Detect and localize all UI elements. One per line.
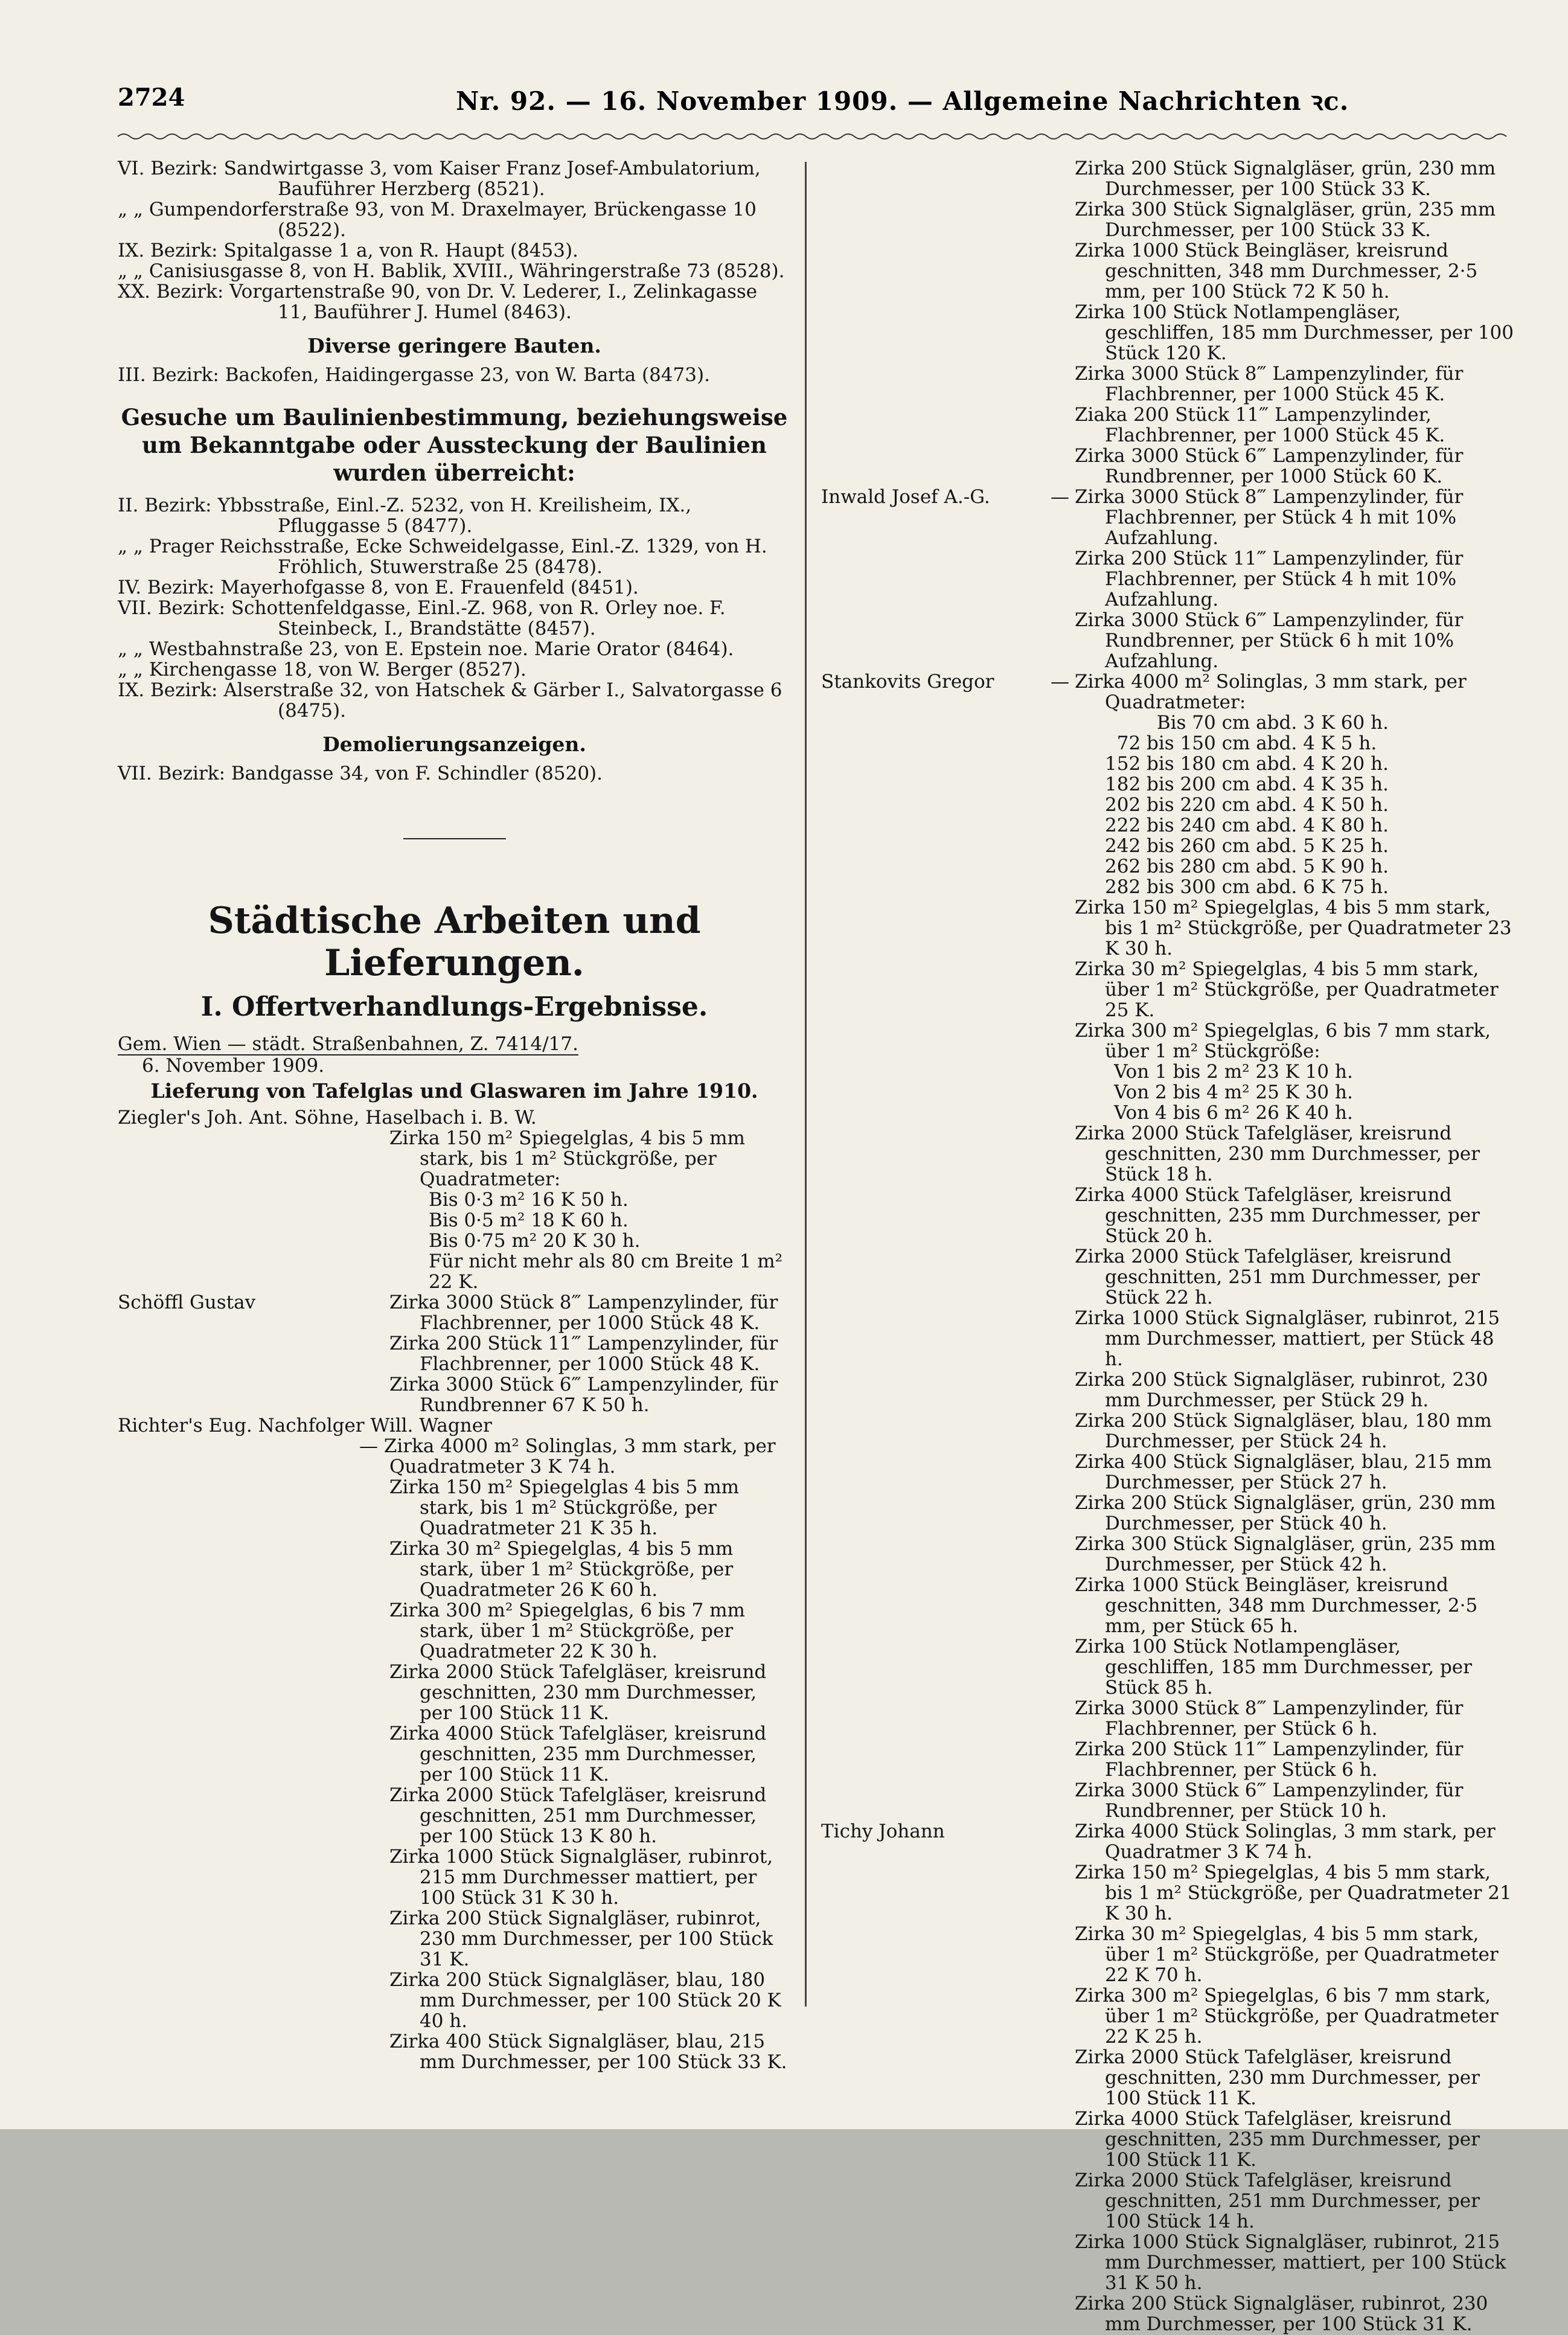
- list-item: Zirka 3000 Stück 8‴ Lampenzylinder, für Flachbrenner, per 1000 Stück 48 K.: [389, 1292, 778, 1334]
- bidder-richter: [118, 1436, 791, 2072]
- list-item: Zirka 200 Stück 11‴ Lampenzylinder, für Flachbrenner, per Stück 4 h mit 10% Aufzahlung.: [1075, 548, 1464, 610]
- list-item: Zirka 200 Stück Signalgläser, rubinrot, 230 mm Durchmesser, per Stück 29 h.: [1075, 1369, 1488, 1411]
- page-number: 2724: [118, 83, 185, 112]
- price-line: Von 2 bis 4 m² 25 K 30 h.: [1114, 1081, 1353, 1103]
- list-item: Zirka 3000 Stück 8‴ Lampenzylinder, für Flachbrenner, per Stück 4 h mit 10% Aufzahlung.: [1075, 486, 1464, 549]
- diverse-entry: III. Bezirk: Backofen, Haidingergasse 23, von W. Barta (8473).: [118, 364, 710, 386]
- table-row: 282 bis 300 cm abd. 6 K 75 h.: [1105, 876, 1389, 898]
- list-item: Zirka 30 m² Spiegelglas, 4 bis 5 mm stark, über 1 m² Stückgröße, per Quadratmeter 26 K 60 h.: [389, 1538, 734, 1601]
- price-line: Bis 0·5 m² 18 K 60 h.: [429, 1209, 629, 1231]
- page-header: [118, 83, 1512, 120]
- wavy-header-rule: [118, 132, 1512, 141]
- price-line: Von 1 bis 2 m² 23 K 10 h.: [1114, 1061, 1353, 1083]
- gesuche-entry: VII. Bezirk: Schottenfeldgasse, Einl.-Z. 968, von R. Orley noe. F. Steinbeck, I., Brandstätte (8457).: [118, 597, 726, 639]
- bau-entries: [118, 158, 791, 322]
- list-item: Zirka 100 Stück Notlampengläser, geschliffen, 185 mm Durchmesser, per 100 Stück 120 K.: [1075, 301, 1514, 364]
- gesuche-entry: IX. Bezirk: Alserstraße 32, von Hatschek & Gärber I., Salvatorgasse 6 (8475).: [118, 679, 782, 722]
- gesuche-entry: II. Bezirk: Ybbsstraße, Einl.-Z. 5232, von H. Kreilisheim, IX., Pfluggasse 5 (8477).: [118, 495, 692, 537]
- section-title: Städtische Arbeiten und Lieferungen.: [208, 900, 701, 984]
- bau-entry: IX. Bezirk: Spitalgasse 1 a, von R. Haupt (8453).: [118, 240, 578, 261]
- bau-entry: „ „ Gumpendorferstraße 93, von M. Draxelmayer, Brückengasse 10 (8522).: [118, 199, 757, 241]
- table-row: 262 bis 280 cm abd. 5 K 90 h.: [1105, 856, 1389, 877]
- bidder-schoeffl: [118, 1292, 791, 1415]
- list-item: Zirka 4000 Stück Tafelgläser, kreisrund geschnitten, 235 mm Durchmesser, per 100 Stück 11 K.: [1075, 2108, 1480, 2171]
- section-subtitle: I. Offertverhandlungs-Ergebnisse.: [200, 991, 708, 1022]
- table-row: Bis 70 cm abd. 3 K 60 h.: [1156, 712, 1389, 734]
- list-item: Zirka 3000 Stück 6‴ Lampenzylinder, für Rundbrenner 67 K 50 h.: [389, 1374, 778, 1416]
- left-column: [118, 158, 791, 2072]
- table-row: 72 bis 150 cm abd. 4 K 5 h.: [1116, 732, 1377, 754]
- bidder-ziegler-name: Ziegler's Joh. Ant. Söhne, Haselbach i. B. W.: [118, 1107, 537, 1129]
- bidder-name: Stankovits Gregor: [821, 671, 994, 693]
- list-item: Zirka 300 m² Spiegelglas, 6 bis 7 mm stark, über 1 m² Stückgröße:: [1075, 1020, 1491, 1062]
- bau-entry: XX. Bezirk: Vorgartenstraße 90, von Dr. V. Lederer, I., Zelinkagasse 11, Bauführer J. Humel (8463).: [118, 281, 758, 323]
- right-column: [821, 158, 1515, 2334]
- list-item: Zirka 1000 Stück Signalgläser, rubinrot, 215 mm Durchmesser, mattiert, per Stück 48 h.: [1075, 1307, 1500, 1370]
- price-line: Bis 0·3 m² 16 K 50 h.: [429, 1189, 629, 1211]
- list-item: Zirka 3000 Stück 6‴ Lampenzylinder, für Rundbrenner, per Stück 10 h.: [1075, 1779, 1464, 1822]
- list-item: Zirka 300 m² Spiegelglas, 6 bis 7 mm stark, über 1 m² Stückgröße, per Quadratmeter 22 K 30 h.: [389, 1600, 745, 1662]
- gesuche-entry: IV. Bezirk: Mayerhofgasse 8, von E. Frauenfeld (8451).: [118, 577, 639, 598]
- list-item: Zirka 2000 Stück Tafelgläser, kreisrund geschnitten, 251 mm Durchmesser, per 100 Stück 13 K 80 h.: [389, 1784, 767, 1847]
- table-row: 242 bis 260 cm abd. 5 K 25 h.: [1105, 835, 1389, 857]
- bidder-stankovits: Stankovits Gregor — Zirka 4000 m² Solinglas, 3 mm stark, per Quadratmeter: Bis 70 cm abd. 3 K 60 h. 72 bis 150 cm abd. 4 K 5 h. 152 bis 180 cm abd. 4 K 20 h. 182 bis 200 cm abd. 4 K 35 h. 202 bis 220 cm abd. 4 K 50 h. 222 bis 240 cm abd. 4 K 80 h. 242 bis 260 cm abd. 5 K 25 h. 262 bis 280 cm abd. 5 K 90 h. 282 bis 300 cm abd. 6 K 75 h. Zirka 150 m² Spiegelglas, 4 bis 5 mm stark, bis 1 m² Stückgröße, per Quadratmeter 23 K 30 h. Zirka 30 m² Spiegelglas, 4 bis 5 mm stark, über 1 m² Stückgröße, per Quadratmeter 25 K. Zirka 300 m² Spiegelglas, 6 bis 7 mm stark, über 1 m² Stückgröße: Von 1 bis 2 m² 23 K 10 h. Von 2 bis 4 m² 25 K 30 h. Von 4 bis 6 m² 26 K 40 h. Zirka 2000 Stück Tafelgläser, kreisrund geschnitten, 230 mm Durchmesser, per Stück 18 h. Zirka 4000 Stück Tafelgläser, kreisrund geschnitten, 235 mm Durchmesser, per Stück 20 h. Zirka 2000 Stück Tafelgläser, kreisrund geschnitten, 251 mm Durchmesser, per Stück 22 h. Zirka 1000 Stück Signalgläser, rubinrot, 215 mm Durchmesser, mattiert, per Stück 48 h. Zirka 200 Stück Signalgläser, rubinrot, 230 mm Durchmesser, per Stück 29 h. Zirka 200 Stück Signalgläser, blau, 180 mm Durchmesser, per Stück 24 h. Zirka 400 Stück Signalgläser, blau, 215 mm Durchmesser, per Stück 27 h. Zirka 200 Stück Signalgläser, grün, 230 mm Durchmesser, per Stück 40 h. Zirka 300 Stück Signalgläser, grün, 235 mm Durchmesser, per Stück 42 h. Zirka 1000 Stück Beingläser, kreisrund geschnitten, 348 mm Durchmesser, 2·5 mm, per Stück 65 h. Zirka 100 Stück Notlampengläser, geschliffen, 185 mm Durchmesser, per Stück 85 h. Zirka 3000 Stück 8‴ Lampenzylinder, für Flachbrenner, per Stück 6 h. Zirka 200 Stück 11‴ Lampenzylinder, für Flachbrenner, per Stück 6 h. Zirka 3000 Stück 6‴ Lampenzylinder, für Rundbrenner, per Stück 10 h.: [821, 671, 1515, 1821]
- bau-entry: „ „ Canisiusgasse 8, von H. Bablik, XVIII., Währingerstraße 73 (8528).: [118, 260, 785, 282]
- column-divider: [805, 162, 807, 2007]
- bidder-name: Tichy Johann: [821, 1821, 945, 1842]
- bidder-name: Inwald Josef A.-G.: [821, 486, 990, 508]
- list-item: Zirka 200 Stück Signalgläser, blau, 180 mm Durchmesser, per Stück 24 h.: [1075, 1410, 1492, 1452]
- list-item: Zirka 2000 Stück Tafelgläser, kreisrund geschnitten, 251 mm Durchmesser, per Stück 22 h.: [1075, 1246, 1480, 1308]
- bau-entry: VI. Bezirk: Sandwirtgasse 3, vom Kaiser Franz Josef-Ambulatorium, Bauführer Herzberg (8521).: [118, 158, 761, 200]
- bidder-ziegler: [118, 1128, 791, 1292]
- list-item: Zirka 3000 Stück 8‴ Lampenzylinder, für Flachbrenner, per Stück 6 h.: [1075, 1697, 1464, 1740]
- list-item: Zirka 2000 Stück Tafelgläser, kreisrund geschnitten, 251 mm Durchmesser, per 100 Stück 14 h.: [1075, 2170, 1480, 2232]
- list-item: Zirka 400 Stück Signalgläser, blau, 215 mm Durchmesser, per 100 Stück 33 K.: [389, 2031, 787, 2073]
- list-item: Zirka 300 Stück Signalgläser, grün, 235 mm Durchmesser, per 100 Stück 33 K.: [1075, 199, 1496, 241]
- list-item: Zirka 1000 Stück Beingläser, kreisrund geschnitten, 348 mm Durchmesser, 2·5 mm, per 100 Stück 72 K 50 h.: [1075, 240, 1478, 303]
- list-item: — Zirka 4000 m² Solinglas, 3 mm stark, per Quadratmeter 3 K 74 h.: [359, 1435, 776, 1478]
- list-item: Zirka 4000 Stück Solinglas, 3 mm stark, per Quadratmer 3 K 74 h.: [1075, 1821, 1496, 1863]
- list-item: Zirka 200 Stück 11‴ Lampenzylinder, für Flachbrenner, per Stück 6 h.: [1075, 1738, 1464, 1781]
- price-table: [1105, 713, 1395, 897]
- lieferung-heading: Lieferung von Tafelglas und Glaswaren im Jahre 1910.: [150, 1079, 758, 1103]
- list-item: Zirka 200 Stück Signalgläser, blau, 180 mm Durchmesser, per 100 Stück 20 K 40 h.: [389, 1969, 781, 2032]
- issue-title: Nr. 92. — 16. November 1909. — Allgemeine Nachrichten ꝛc.: [456, 86, 1349, 116]
- list-item: Zirka 3000 Stück 8‴ Lampenzylinder, für Flachbrenner, per 1000 Stück 45 K.: [1075, 363, 1464, 405]
- list-item: Zirka 2000 Stück Tafelgläser, kreisrund geschnitten, 230 mm Durchmesser, per 100 Stück 11 K.: [389, 1661, 767, 1724]
- list-item: Zirka 3000 Stück 6‴ Lampenzylinder, für Rundbrenner, per Stück 6 h mit 10% Aufzahlung.: [1075, 609, 1464, 672]
- gesuche-heading: Gesuche um Baulinienbestimmung, beziehungsweise um Bekanntgabe oder Aussteckung der Baulinien wurden überreicht:: [121, 404, 788, 486]
- list-item: Zirka 150 m² Spiegelglas 4 bis 5 mm stark, bis 1 m² Stückgröße, per Quadratmeter 21 K 35 h.: [389, 1476, 740, 1539]
- list-item: Zirka 200 Stück 11‴ Lampenzylinder, für Flachbrenner, per 1000 Stück 48 K.: [389, 1333, 778, 1375]
- gesuche-entry: „ „ Kirchengasse 18, von W. Berger (8527).: [118, 659, 526, 681]
- diverse-heading: Diverse geringere Bauten.: [307, 334, 601, 357]
- list-item: Zirka 4000 Stück Tafelgläser, kreisrund geschnitten, 235 mm Durchmesser, per 100 Stück 11 K.: [389, 1723, 767, 1786]
- gesuche-entry: „ „ Prager Reichsstraße, Ecke Schweidelgasse, Einl.-Z. 1329, von H. Fröhlich, Stuwerstraße 25 (8478).: [118, 536, 767, 578]
- list-item: Zirka 200 Stück Signalgläser, rubinrot, 230 mm Durchmesser, per 100 Stück 31 K.: [1075, 2293, 1488, 2335]
- list-item: Zirka 4000 m² Solinglas, 3 mm stark, per Quadratmeter:: [1075, 671, 1467, 713]
- price-line: Für nicht mehr als 80 cm Breite 1 m² 22 K.: [429, 1251, 783, 1293]
- demolierung-entry: VII. Bezirk: Bandgasse 34, von F. Schindler (8520).: [118, 763, 603, 784]
- list-item: Zirka 2000 Stück Tafelgläser, kreisrund geschnitten, 230 mm Durchmesser, per 100 Stück 11 K.: [1075, 2046, 1480, 2109]
- price-line: Von 4 bis 6 m² 26 K 40 h.: [1114, 1102, 1353, 1124]
- list-item: Zirka 200 Stück Signalgläser, grün, 230 mm Durchmesser, per Stück 40 h.: [1075, 1492, 1496, 1534]
- list-item: Zirka 30 m² Spiegelglas, 4 bis 5 mm stark, über 1 m² Stückgröße, per Quadratmeter 22 K 70 h.: [1075, 1923, 1499, 1986]
- gesuche-entry: „ „ Westbahnstraße 23, von E. Epstein noe. Marie Orator (8464).: [118, 638, 734, 660]
- list-item: Zirka 100 Stück Notlampengläser, geschliffen, 185 mm Durchmesser, per Stück 85 h.: [1075, 1636, 1472, 1699]
- list-item: Zirka 400 Stück Signalgläser, blau, 215 mm Durchmesser, per Stück 27 h.: [1075, 1451, 1492, 1493]
- list-item: Zirka 4000 Stück Tafelgläser, kreisrund geschnitten, 235 mm Durchmesser, per Stück 20 h.: [1075, 1184, 1480, 1247]
- section-divider: [403, 838, 506, 839]
- table-row: 202 bis 220 cm abd. 4 K 50 h.: [1105, 794, 1389, 816]
- bidder-inwald: Inwald Josef A.-G. — Zirka 3000 Stück 8‴ Lampenzylinder, für Flachbrenner, per Stück 4 h mit 10% Aufzahlung. Zirka 200 Stück 11‴ Lampenzylinder, für Flachbrenner, per Stück 4 h mit 10% Aufzahlung. Zirka 3000 Stück 6‴ Lampenzylinder, für Rundbrenner, per Stück 6 h mit 10% Aufzahlung.: [821, 487, 1515, 671]
- table-row: 182 bis 200 cm abd. 4 K 35 h.: [1105, 774, 1389, 795]
- bidder-richter-name: Richter's Eug. Nachfolger Will. Wagner: [118, 1415, 492, 1437]
- gem-line: Gem. Wien — städt. Straßenbahnen, Z. 7414/17.: [118, 1033, 578, 1055]
- table-row: 222 bis 240 cm abd. 4 K 80 h.: [1105, 815, 1389, 836]
- list-item: Zirka 1000 Stück Signalgläser, rubinrot, 215 mm Durchmesser mattiert, per 100 Stück 31 K 30 h.: [389, 1846, 773, 1909]
- list-item: Zirka 30 m² Spiegelglas, 4 bis 5 mm stark, über 1 m² Stückgröße, per Quadratmeter 25 K.: [1075, 958, 1499, 1021]
- list-item: Zirka 3000 Stück 6‴ Lampenzylinder, für Rundbrenner, per 1000 Stück 60 K.: [1075, 445, 1464, 487]
- bidder-tichy: [821, 1821, 1515, 2334]
- price-line: Bis 0·75 m² 20 K 30 h.: [429, 1230, 641, 1252]
- date-line: 6. November 1909.: [142, 1055, 325, 1077]
- list-item: Zirka 200 Stück Signalgläser, rubinrot, 230 mm Durchmesser, per 100 Stück 31 K.: [389, 1907, 773, 1970]
- continued-items: [821, 158, 1515, 487]
- demolierung-heading: Demolierungsanzeigen.: [322, 732, 586, 756]
- list-item: Zirka 1000 Stück Beingläser, kreisrund geschnitten, 348 mm Durchmesser, 2·5 mm, per Stück 65 h.: [1075, 1574, 1478, 1637]
- list-item: Zirka 300 Stück Signalgläser, grün, 235 mm Durchmesser, per Stück 42 h.: [1075, 1533, 1496, 1575]
- list-item: Zirka 150 m² Spiegelglas, 4 bis 5 mm stark, bis 1 m² Stückgröße, per Quadratmeter:: [389, 1127, 745, 1190]
- list-item: Zirka 1000 Stück Signalgläser, rubinrot, 215 mm Durchmesser, mattiert, per 100 Stück 31 K 50 h.: [1075, 2231, 1506, 2294]
- list-item: Ziaka 200 Stück 11‴ Lampenzylinder, Flachbrenner, per 1000 Stück 45 K.: [1075, 404, 1445, 446]
- list-item: Zirka 200 Stück Signalgläser, grün, 230 mm Durchmesser, per 100 Stück 33 K.: [1075, 158, 1496, 200]
- list-item: Zirka 150 m² Spiegelglas, 4 bis 5 mm stark, bis 1 m² Stückgröße, per Quadratmeter 23 K 30 h.: [1075, 897, 1512, 959]
- list-item: Zirka 150 m² Spiegelglas, 4 bis 5 mm stark, bis 1 m² Stückgröße, per Quadratmeter 21 K 30 h.: [1075, 1862, 1512, 1924]
- list-item: Zirka 300 m² Spiegelglas, 6 bis 7 mm stark, über 1 m² Stückgröße, per Quadratmeter 22 K 25 h.: [1075, 1985, 1499, 2048]
- table-row: 152 bis 180 cm abd. 4 K 20 h.: [1105, 753, 1389, 775]
- bidder-name: Schöffl Gustav: [118, 1292, 256, 1313]
- list-item: Zirka 2000 Stück Tafelgläser, kreisrund geschnitten, 230 mm Durchmesser, per Stück 18 h.: [1075, 1123, 1480, 1185]
